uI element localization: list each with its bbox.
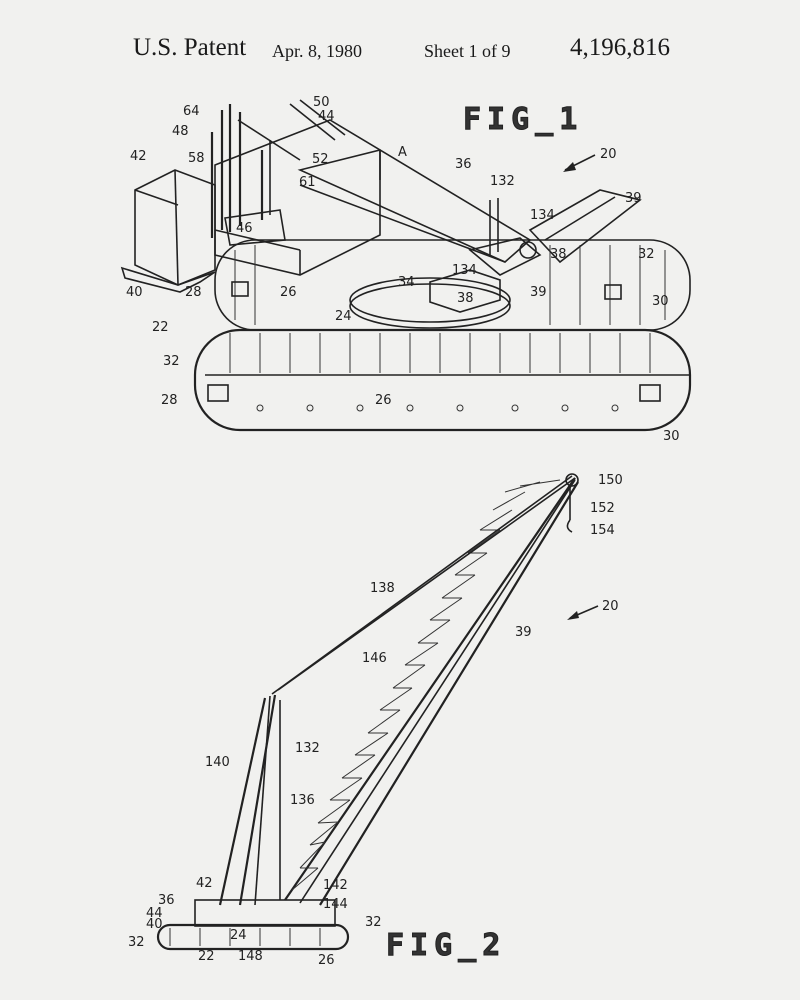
fig1-ref-13: 39 bbox=[625, 191, 642, 206]
fig1-ref-26: 32 bbox=[163, 354, 180, 369]
fig1-ref-arrow-20 bbox=[563, 155, 595, 172]
fig2-ref-17: 32 bbox=[365, 915, 382, 930]
fig2-ref-16: 24 bbox=[230, 928, 247, 943]
fig2-ref-10: 42 bbox=[196, 876, 213, 891]
fig2-reference-numerals bbox=[128, 473, 623, 968]
fig1-label: FIG_1 bbox=[463, 102, 584, 137]
fig1-ref-24: 24 bbox=[335, 309, 352, 324]
fig1-front-track bbox=[195, 330, 690, 430]
fig2-ref-0: 150 bbox=[598, 473, 623, 488]
fig1-ref-1: 50 bbox=[313, 95, 330, 110]
fig1-ref-14: 38 bbox=[550, 247, 567, 262]
fig2-lattice-boom bbox=[285, 478, 578, 905]
fig1-ref-29: 30 bbox=[663, 429, 680, 444]
fig2-label: FIG_2 bbox=[386, 928, 507, 963]
fig2-ref-6: 146 bbox=[362, 651, 387, 666]
fig2-ref-21: 26 bbox=[318, 953, 335, 968]
fig2-ref-8: 132 bbox=[295, 741, 320, 756]
fig2-ref-7: 140 bbox=[205, 755, 230, 770]
fig1-ref-25: 22 bbox=[152, 320, 169, 335]
fig1-ref-9: 36 bbox=[455, 157, 472, 172]
fig1-turntable bbox=[350, 238, 540, 328]
fig2-ref-4: 20 bbox=[602, 599, 619, 614]
fig1-upper-works bbox=[212, 100, 530, 275]
fig1-ref-16: 134 bbox=[452, 263, 477, 278]
fig1-ref-11: 132 bbox=[490, 174, 515, 189]
fig1-ref-6: 52 bbox=[312, 152, 329, 167]
fig2-crawler-base bbox=[158, 900, 348, 949]
fig1-ref-18: 39 bbox=[530, 285, 547, 300]
fig2-ref-5: 39 bbox=[515, 625, 532, 640]
fig2-ref-1: 152 bbox=[590, 501, 615, 516]
fig2-ref-19: 22 bbox=[198, 949, 215, 964]
patent-number: 4,196,816 bbox=[570, 34, 670, 61]
fig2-ref-9: 136 bbox=[290, 793, 315, 808]
fig2-mast-and-pendants bbox=[220, 474, 578, 905]
fig2-ref-11: 142 bbox=[323, 878, 348, 893]
patent-label: U.S. Patent bbox=[133, 34, 247, 61]
fig1-ref-0: 64 bbox=[183, 104, 200, 119]
fig1-ref-17: 38 bbox=[457, 291, 474, 306]
fig1-ref-21: 28 bbox=[185, 285, 202, 300]
fig1-ref-27: 28 bbox=[161, 393, 178, 408]
fig1-ref-12: 134 bbox=[530, 208, 555, 223]
fig1-ref-5: 58 bbox=[188, 151, 205, 166]
fig2-ref-12: 36 bbox=[158, 893, 175, 908]
fig1-ref-2: 44 bbox=[318, 109, 335, 124]
fig1-counterweight bbox=[122, 170, 215, 292]
fig1-ref-15: 32 bbox=[638, 247, 655, 262]
fig2-ref-3: 138 bbox=[370, 581, 395, 596]
sheet-number: Sheet 1 of 9 bbox=[424, 41, 511, 61]
fig2-ref-20: 148 bbox=[238, 949, 263, 964]
fig1-ref-22: 26 bbox=[280, 285, 297, 300]
fig2-ref-14: 44 bbox=[146, 906, 163, 921]
fig2-ref-2: 154 bbox=[590, 523, 615, 538]
fig1-ref-7: 61 bbox=[299, 175, 316, 190]
fig1-ref-28: 26 bbox=[375, 393, 392, 408]
fig1-ref-23: 34 bbox=[398, 275, 415, 290]
fig2-ref-13: 144 bbox=[323, 897, 348, 912]
fig1-ref-4: 42 bbox=[130, 149, 147, 164]
patent-date: Apr. 8, 1980 bbox=[272, 41, 362, 61]
fig1-ref-30: A bbox=[398, 145, 407, 160]
fig1-ref-3: 48 bbox=[172, 124, 189, 139]
fig1-reference-numerals bbox=[126, 95, 680, 444]
fig1-ref-10: 20 bbox=[600, 147, 617, 162]
fig2-ref-15: 40 bbox=[146, 917, 163, 932]
fig1-ref-19: 30 bbox=[652, 294, 669, 309]
fig1-ref-20: 40 bbox=[126, 285, 143, 300]
fig2-ref-18: 32 bbox=[128, 935, 145, 950]
fig2-ref-arrow-20 bbox=[567, 606, 598, 620]
fig1-ref-8: 46 bbox=[236, 221, 253, 236]
